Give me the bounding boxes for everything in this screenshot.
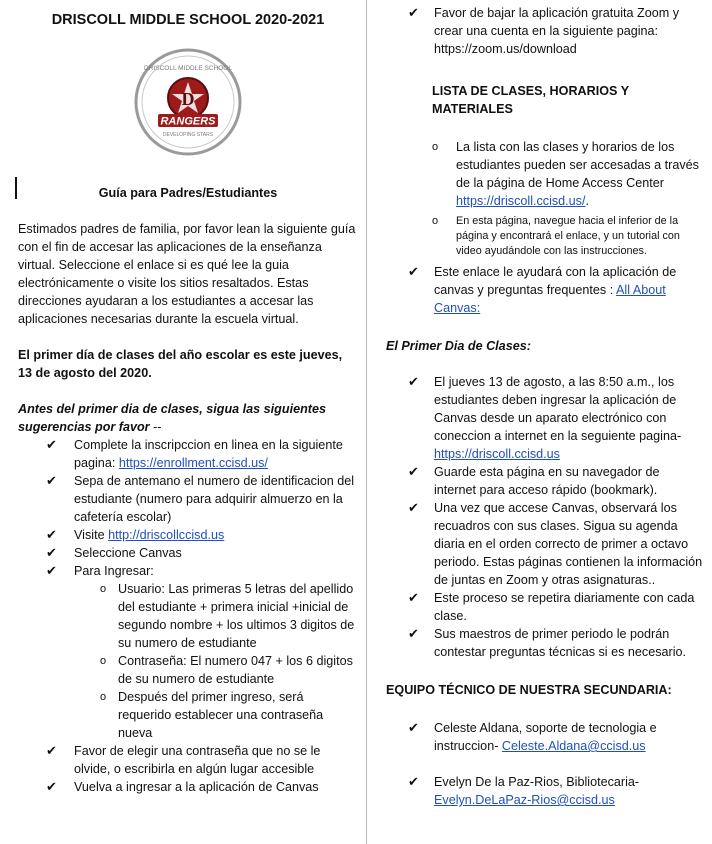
check-icon: ✔ (408, 374, 419, 389)
check-icon: ✔ (46, 473, 57, 488)
logo-top-text: DRISCOLL MIDDLE SCHOOL (144, 65, 232, 72)
logo-name: RANGERS (160, 115, 216, 128)
item-text: Celeste Aldana, soporte de tecnologia e instruccion- (434, 721, 657, 753)
home-access-link[interactable]: https://driscoll.ccisd.us/ (456, 194, 586, 208)
list-item (386, 263, 704, 317)
enrollment-link[interactable]: https://enrollment.ccisd.us/ (118, 456, 268, 470)
sub-list-item (386, 138, 704, 210)
list-item (386, 4, 704, 58)
check-icon: ✔ (46, 545, 57, 560)
equipo-heading: EQUIPO TÉCNICO DE NUESTRA SECUNDARIA: (386, 683, 672, 697)
logo-motto: DEVELOPING STARS (162, 132, 214, 138)
sub-item-text: La lista con las clases y horarios de los estudiantes pueden ser accesadas a través de la página de Home Access Center (456, 140, 699, 190)
item-text: Evelyn De la Paz-Rios, Bibliotecaria- (434, 775, 640, 789)
right-column (386, 4, 704, 809)
left-column (18, 4, 358, 796)
sub-item-text: Contraseña: El numero 047 + los 6 digitos de su numero de estudiante (118, 654, 353, 686)
list-item (18, 472, 358, 526)
list-item (18, 436, 358, 472)
column-divider (366, 0, 367, 844)
celeste-email-link[interactable]: Celeste.Aldana@ccisd.us (501, 739, 646, 753)
intro-paragraph: Estimados padres de familia, por favor lean la siguiente guía con el fin de accesar las aplicaciones de la enseñanza virtual. Seleccione el enlace si es qué lee la guia electrónicamente o visite los sitios resaltados. Estas direcciones ayudaran a los estudiantes a accesar las aplicaciones necesarias durante la escuela virtual. (18, 222, 356, 326)
sub-item-text: En esta página, navegue hacia el inferior de la página y encontrará el enlace, y un tutorial con video ayudándole con las instrucciones. (456, 215, 680, 257)
before-heading-suffix: -- (149, 420, 162, 434)
page-title: DRISCOLL MIDDLE SCHOOL 2020-2021 (51, 12, 325, 28)
circle-bullet-icon: o (100, 655, 107, 667)
circle-bullet-icon: o (432, 141, 439, 153)
driscoll-canvas-link[interactable]: https://driscoll.ccisd.us (434, 447, 560, 461)
evelyn-email-link[interactable]: Evelyn.DeLaPaz-Rios@ccisd.us (434, 793, 615, 807)
sub-item-end: . (585, 194, 589, 208)
check-icon: ✔ (408, 264, 419, 279)
canvas-list (386, 263, 704, 317)
text-cursor (15, 177, 17, 199)
sub-item-text: Después del primer ingreso, será requerido establecer una contraseña nueva (118, 690, 324, 740)
list-item (18, 544, 358, 562)
logo-letter: D (181, 89, 195, 109)
item-text: Para Ingresar: (74, 564, 154, 578)
lista-sublist (386, 138, 704, 259)
list-item (18, 742, 358, 778)
item-text: Este proceso se repetira diariamente con cada clase. (434, 591, 695, 623)
list-item (386, 499, 704, 589)
before-heading (18, 400, 358, 436)
item-text: Sus maestros de primer periodo le podrán contestar preguntas técnicas si es necesario. (434, 627, 687, 659)
check-icon: ✔ (46, 743, 57, 758)
zoom-list (386, 4, 704, 58)
item-text: Guarde esta página en su navegador de internet para acceso rápido (bookmark). (434, 465, 660, 497)
item-text: Favor de elegir una contraseña que no se le olvide, o escribirla en algún lugar accesible (74, 744, 321, 776)
check-icon: ✔ (408, 590, 419, 605)
check-icon: ✔ (408, 720, 419, 735)
driscoll-site-link[interactable]: http://driscollccisd.us (108, 528, 225, 542)
list-item (18, 562, 358, 580)
list-item (386, 773, 704, 809)
sub-list-item (18, 580, 358, 652)
item-text: Seleccione Canvas (74, 546, 182, 560)
check-icon: ✔ (46, 437, 57, 452)
circle-bullet-icon: o (100, 691, 107, 703)
primer-dia-heading: El Primer Dia de Clases: (386, 339, 531, 353)
item-text: Una vez que accese Canvas, observará los recuadros con sus clases. Sigua su agenda diaria en el orden correcto de primer a octavo periodo. Estas páginas contienen la información de juntas en Zoom y otras asignaturas.. (434, 501, 703, 587)
sub-list-item (18, 652, 358, 688)
check-icon: ✔ (46, 779, 57, 794)
check-icon: ✔ (408, 500, 419, 515)
check-icon: ✔ (46, 527, 57, 542)
circle-bullet-icon: o (100, 583, 107, 595)
item-text: Visite (74, 528, 109, 542)
first-day-notice: El primer día de clases del año escolar es este jueves, 13 de agosto del 2020. (18, 348, 343, 380)
sub-list-item (386, 214, 704, 259)
item-text: Este enlace le ayudará con la aplicación de canvas y preguntas frequentes : (434, 265, 677, 297)
list-item (18, 526, 358, 544)
check-icon: ✔ (408, 626, 419, 641)
sub-list-item (18, 688, 358, 742)
zoom-item-text: Favor de bajar la aplicación gratuita Zoom y crear una cuenta en la siguiente pagina: https://zoom.us/download (434, 6, 680, 56)
item-text: El jueves 13 de agosto, a las 8:50 a.m., los estudiantes deben ingresar la aplicación de Canvas desde un aparato electrónico con coneccion a internet en la seguiente pagina- (434, 375, 682, 443)
list-item (386, 373, 704, 463)
item-text: Complete la inscripccion en linea en la siguiente pagina: (74, 438, 343, 470)
check-icon: ✔ (408, 5, 419, 20)
primer-dia-checklist (386, 373, 704, 661)
all-about-canvas-link[interactable]: All About Canvas: (434, 283, 666, 315)
check-icon: ✔ (408, 464, 419, 479)
list-item (386, 719, 704, 755)
sub-item-text: Usuario: Las primeras 5 letras del apellido del estudiante + primera inicial +inicial de segundo nombre + los ultimos 3 digitos de su numero de estudiante (118, 582, 355, 650)
before-checklist (18, 436, 358, 796)
list-item (18, 778, 358, 796)
check-icon: ✔ (46, 563, 57, 578)
equipo-list (386, 719, 704, 809)
guide-subtitle: Guía para Padres/Estudiantes (98, 186, 278, 200)
check-icon: ✔ (408, 774, 419, 789)
item-text: Vuelva a ingresar a la aplicación de Canvas (74, 780, 319, 794)
lista-heading: LISTA DE CLASES, HORARIOS Y MATERIALES (432, 84, 629, 116)
list-item (386, 625, 704, 661)
list-item (386, 463, 704, 499)
school-logo (134, 48, 242, 156)
before-heading-text: Antes del primer dia de clases, sigua las siguientes sugerencias por favor (18, 402, 326, 434)
item-text: Sepa de antemano el numero de identificacion del estudiante (numero para adquirir almuerzo en la cafetería escolar) (74, 474, 355, 524)
circle-bullet-icon: o (432, 215, 439, 227)
list-item (386, 589, 704, 625)
